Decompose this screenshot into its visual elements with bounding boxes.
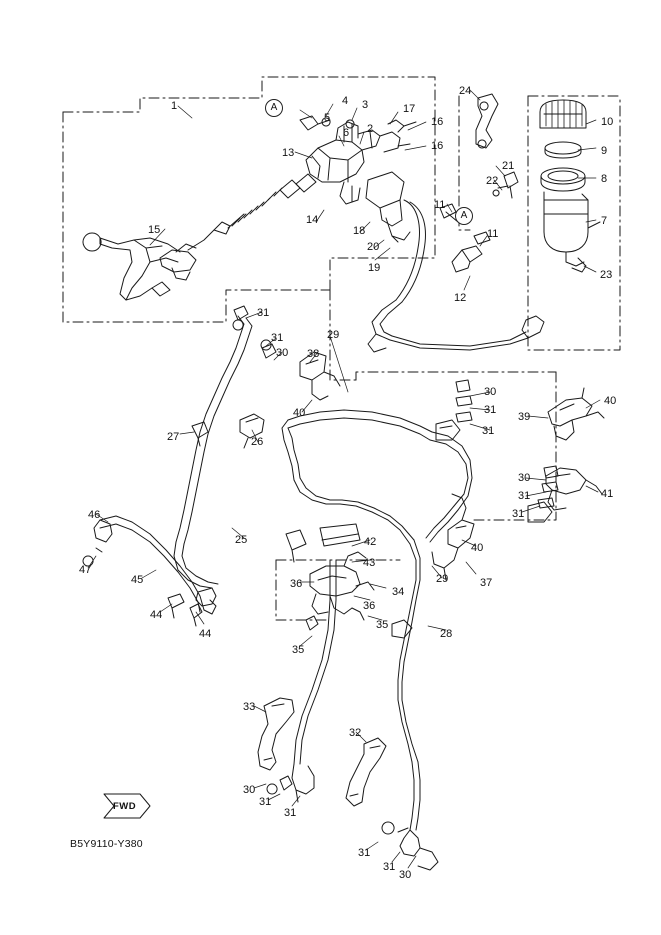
part-callout-31: 31 (518, 490, 531, 502)
part-callout-13: 13 (282, 147, 295, 159)
part-callout-31: 31 (284, 807, 297, 819)
fwd-direction-label: FWD (113, 801, 137, 812)
part-callout-14: 14 (306, 214, 319, 226)
part-callout-31: 31 (484, 404, 497, 416)
part-callout-19: 19 (368, 262, 381, 274)
part-callout-28: 28 (440, 628, 453, 640)
part-callout-5: 5 (324, 112, 331, 124)
part-callout-30: 30 (484, 386, 497, 398)
part-callout-30: 30 (276, 347, 289, 359)
part-callout-35: 35 (376, 619, 389, 631)
part-callout-44: 44 (150, 609, 163, 621)
part-callout-31: 31 (257, 307, 270, 319)
part-callout-21: 21 (502, 160, 515, 172)
part-callout-16: 16 (431, 116, 444, 128)
part-callout-15: 15 (148, 224, 161, 236)
part-callout-6: 6 (343, 127, 350, 139)
part-callout-24: 24 (459, 85, 472, 97)
section-marker-a-1: A (265, 99, 283, 117)
part-callout-42: 42 (364, 536, 377, 548)
part-callout-7: 7 (601, 215, 608, 227)
part-callout-9: 9 (601, 145, 608, 157)
part-callout-23: 23 (600, 269, 613, 281)
part-callout-16: 16 (431, 140, 444, 152)
part-callout-40: 40 (293, 407, 306, 419)
part-callout-10: 10 (601, 116, 614, 128)
part-callout-31: 31 (259, 796, 272, 808)
part-callout-22: 22 (486, 175, 499, 187)
part-callout-8: 8 (601, 173, 608, 185)
diagram-code-label: B5Y9110-Y380 (70, 838, 143, 850)
part-callout-40: 40 (471, 542, 484, 554)
part-callout-43: 43 (363, 557, 376, 569)
part-callout-46: 46 (88, 509, 101, 521)
part-callout-36: 36 (290, 578, 303, 590)
part-callout-11: 11 (487, 228, 499, 240)
part-callout-30: 30 (518, 472, 531, 484)
part-callout-17: 17 (403, 103, 416, 115)
part-callout-40: 40 (604, 395, 617, 407)
part-callout-31: 31 (482, 425, 495, 437)
part-callout-41: 41 (601, 488, 614, 500)
part-callout-33: 33 (243, 701, 256, 713)
part-callout-1: 1 (171, 100, 178, 112)
part-callout-31: 31 (383, 861, 396, 873)
part-callout-31: 31 (271, 332, 284, 344)
part-callout-31: 31 (512, 508, 525, 520)
part-callout-35: 35 (292, 644, 305, 656)
part-callout-27: 27 (167, 431, 180, 443)
part-callout-38: 38 (307, 348, 320, 360)
part-callout-45: 45 (131, 574, 144, 586)
section-marker-a-2: A (455, 207, 473, 225)
part-callout-30: 30 (243, 784, 256, 796)
part-callout-2: 2 (367, 123, 374, 135)
part-callout-4: 4 (342, 95, 349, 107)
part-callout-29: 29 (436, 573, 449, 585)
part-callout-39: 39 (518, 411, 531, 423)
part-callout-44: 44 (199, 628, 212, 640)
part-callout-12: 12 (454, 292, 467, 304)
part-callout-25: 25 (235, 534, 248, 546)
part-callout-30: 30 (399, 869, 412, 881)
part-callout-36: 36 (363, 600, 376, 612)
part-callout-34: 34 (392, 586, 405, 598)
part-callout-11: 11 (434, 199, 446, 211)
part-callout-32: 32 (349, 727, 362, 739)
part-callout-31: 31 (358, 847, 371, 859)
part-callout-20: 20 (367, 241, 380, 253)
part-callout-29: 29 (327, 329, 340, 341)
part-callout-47: 47 (79, 564, 92, 576)
part-callout-37: 37 (480, 577, 493, 589)
part-callout-3: 3 (362, 99, 369, 111)
part-callout-26: 26 (251, 436, 264, 448)
part-callout-18: 18 (353, 225, 366, 237)
